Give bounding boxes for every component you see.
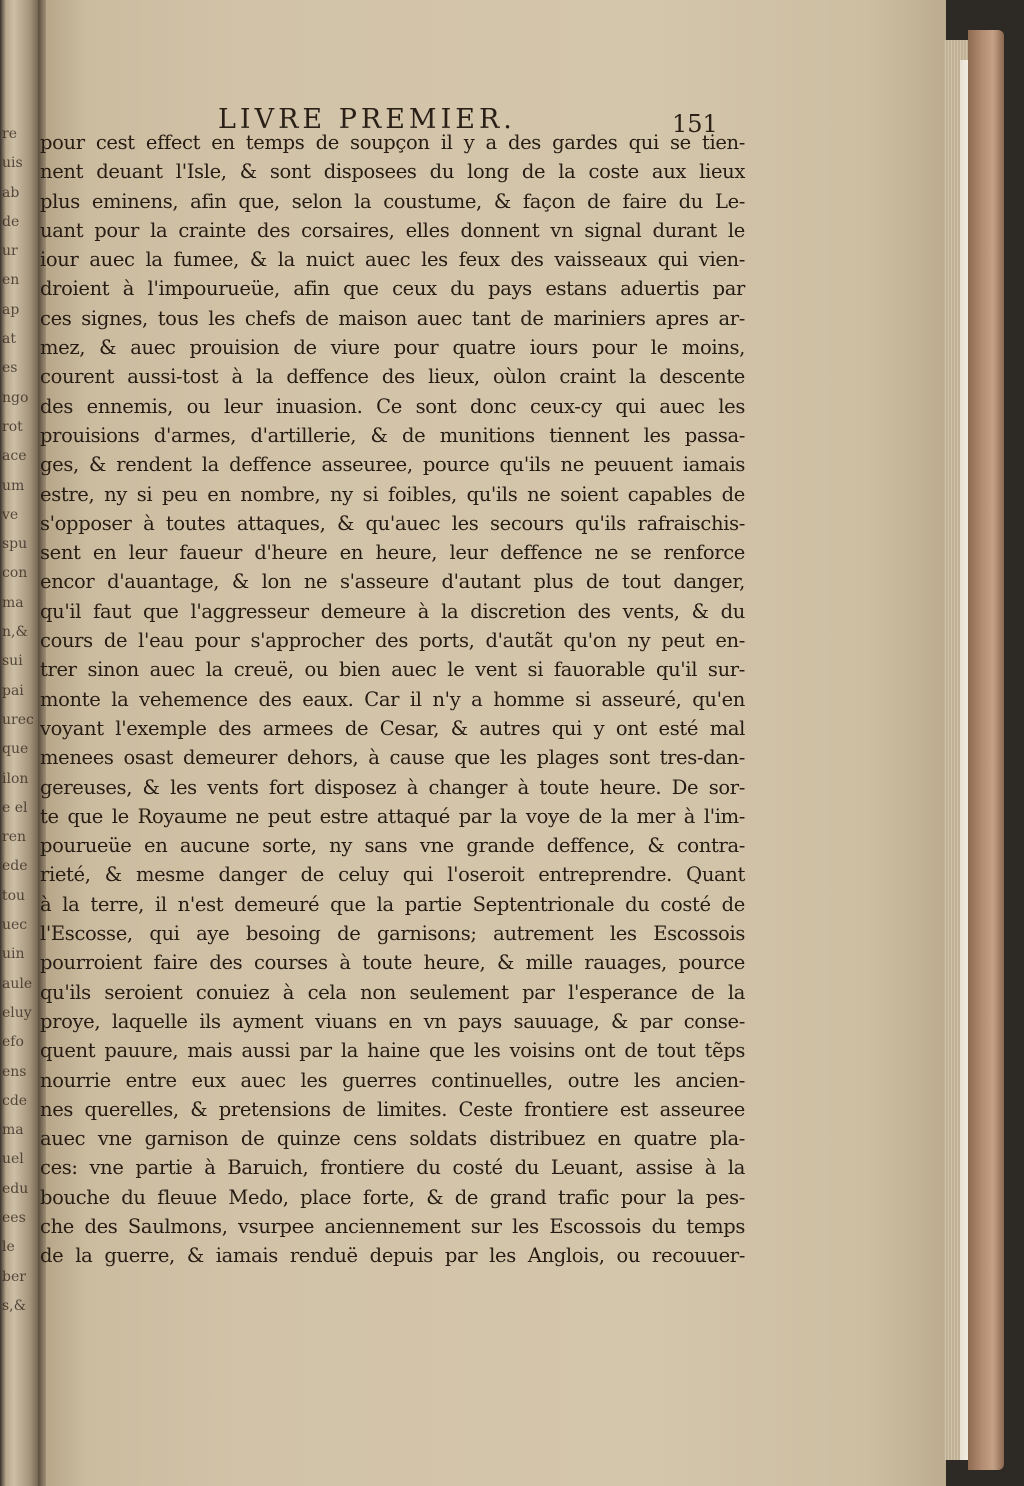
- text-line: ces signes, tous les chefs de maison auec tant de mariniers apres ar-: [40, 306, 745, 330]
- left-page-fragment: edu: [2, 1180, 29, 1197]
- binding-board: [968, 30, 1004, 1470]
- left-page-fragment: ab: [2, 184, 20, 201]
- left-page-fragment: cde: [2, 1092, 28, 1109]
- left-page-fragment: aule: [2, 975, 33, 992]
- text-line: des ennemis, ou leur inuasion. Ce sont donc ceux-cy qui auec les: [40, 394, 745, 418]
- left-page-fragment: ilon: [2, 770, 29, 787]
- text-line: à la terre, il n'est demeuré que la partie Septentrionale du costé de: [40, 892, 745, 916]
- left-page-fragment: con: [2, 565, 28, 582]
- left-page-fragment: e el: [2, 799, 28, 816]
- text-line: iour auec la fumee, & la nuict auec les feux des vaisseaux qui vien-: [40, 248, 745, 272]
- text-line: nent deuant l'Isle, & sont disposees du long de la coste aux lieux: [40, 160, 745, 184]
- text-line: uant pour la crainte des corsaires, elles donnent vn signal durant le: [40, 218, 745, 242]
- text-line: monte la vehemence des eaux. Car il n'y a homme si asseuré, qu'en: [40, 687, 745, 711]
- text-line: bouche du fleuue Medo, place forte, & de grand trafic pour la pes-: [40, 1185, 745, 1209]
- left-page-fragment: re: [2, 126, 17, 142]
- text-line: nes querelles, & pretensions de limites. Ceste frontiere est asseuree: [40, 1097, 745, 1121]
- text-line: estre, ny si peu en nombre, ny si foibles, qu'ils ne soient capables de: [40, 482, 745, 506]
- left-page-fragment: ve: [2, 506, 19, 523]
- left-page-fragment: ngo: [2, 389, 29, 406]
- text-line: de la guerre, & iamais renduë depuis par les Anglois, ou recouuer-: [40, 1244, 745, 1268]
- left-page-fragment: que: [2, 741, 29, 758]
- text-line: gereuses, & les vents fort disposez à changer à toute heure. De sor-: [40, 775, 745, 799]
- left-page-fragment: es: [2, 360, 18, 377]
- left-page-fragment: sui: [2, 653, 23, 670]
- left-page-fragment: le: [2, 1239, 15, 1256]
- left-page-fragment: ur: [2, 243, 18, 260]
- page-number: 151: [672, 110, 718, 138]
- text-line: qu'ils seroient conuiez à cela non seulement par l'esperance de la: [40, 980, 745, 1004]
- text-line: qu'il faut que l'aggresseur demeure à la discretion des vents, & du: [40, 599, 745, 623]
- running-title: LIVRE PREMIER.: [218, 104, 516, 135]
- text-line: ces: vne partie à Baruich, frontiere du costé du Leuant, assise à la: [40, 1156, 745, 1180]
- text-line: droient à l'impourueüe, afin que ceux du pays estans aduertis par: [40, 277, 745, 301]
- left-page-fragment: s,&: [2, 1297, 27, 1314]
- text-line: courent aussi-tost à la deffence des lieux, oùlon craint la descente: [40, 365, 745, 389]
- left-page-fragment: ber: [2, 1268, 26, 1285]
- text-line: sent en leur faueur d'heure en heure, leur deffence ne se renforce: [40, 541, 745, 565]
- left-page-fragment: ren: [2, 829, 26, 846]
- left-page-fragment: eluy: [2, 1004, 32, 1021]
- left-page-fragment: um: [2, 477, 25, 494]
- text-line: plus eminens, afin que, selon la coustume, & façon de faire du Le-: [40, 189, 745, 213]
- text-line: ges, & rendent la deffence asseuree, pource qu'ils ne peuuent iamais: [40, 453, 745, 477]
- left-page-fragment: ede: [2, 858, 28, 875]
- text-line: nourrie entre eux auec les guerres continuelles, outre les ancien-: [40, 1068, 745, 1092]
- text-line: auec vne garnison de quinze cens soldats distribuez en quatre pla-: [40, 1127, 745, 1151]
- text-line: proye, laquelle ils ayment viuans en vn pays sauuage, & par conse-: [40, 1009, 745, 1033]
- left-page-fragment: de: [2, 213, 20, 230]
- text-line: voyant l'exemple des armees de Cesar, & autres qui y ont esté mal: [40, 716, 745, 740]
- left-page-fragment: ens: [2, 1063, 27, 1080]
- text-line: rieté, & mesme danger de celuy qui l'oseroit entreprendre. Quant: [40, 863, 745, 887]
- left-page-fragment: ap: [2, 301, 20, 318]
- body-text: [40, 128, 745, 1271]
- text-line: trer sinon auec la creuë, ou bien auec le vent si fauorable qu'il sur-: [40, 658, 745, 682]
- left-page-fragment: uis: [2, 155, 23, 172]
- text-line: pourueüe en aucune sorte, ny sans vne grande deffence, & contra-: [40, 834, 745, 858]
- text-line: prouisions d'armes, d'artillerie, & de munitions tiennent les passa-: [40, 423, 745, 447]
- left-page-fragments: [2, 120, 36, 1314]
- text-line: mez, & auec prouision de viure pour quatre iours pour le moins,: [40, 336, 745, 360]
- text-line: pourroient faire des courses à toute heure, & mille rauages, pource: [40, 951, 745, 975]
- left-page-fragment: rot: [2, 418, 23, 435]
- left-page-fragment: spu: [2, 536, 28, 553]
- text-line: te que le Royaume ne peut estre attaqué par la voye de la mer à l'im-: [40, 804, 745, 828]
- left-page-fragment: at: [2, 331, 16, 348]
- text-line: l'Escosse, qui aye besoing de garnisons; autrement les Escossois: [40, 922, 745, 946]
- left-page-fragment: n,&: [2, 624, 28, 641]
- text-line: quent pauure, mais aussi par la haine que les voisins ont de tout tẽps: [40, 1039, 745, 1063]
- left-page-fragment: uin: [2, 946, 25, 963]
- left-page-fragment: uec: [2, 917, 28, 934]
- text-line: che des Saulmons, vsurpee anciennement sur les Escossois du temps: [40, 1214, 745, 1238]
- left-page-fragment: efo: [2, 1034, 24, 1051]
- text-line: pour cest effect en temps de soupçon il y a des gardes qui se tien-: [40, 131, 745, 154]
- text-line: menees osast demeurer dehors, à cause que les plages sont tres-dan-: [40, 746, 745, 770]
- left-page-fragment: ace: [2, 448, 27, 465]
- text-line: s'opposer à toutes attaques, & qu'auec les secours qu'ils rafraischis-: [40, 511, 745, 535]
- left-page-fragment: ma: [2, 1122, 24, 1139]
- left-page-fragment: ees: [2, 1209, 26, 1226]
- left-page-fragment: uel: [2, 1151, 24, 1168]
- text-line: cours de l'eau pour s'approcher des ports, d'autãt qu'on ny peut en-: [40, 629, 745, 653]
- left-page-fragment: tou: [2, 887, 26, 904]
- text-line: encor d'auantage, & lon ne s'asseure d'autant plus de tout danger,: [40, 570, 745, 594]
- left-page-fragment: ma: [2, 594, 24, 611]
- left-page-fragment: urec: [2, 711, 34, 728]
- left-page-fragment: en: [2, 272, 20, 289]
- left-page-fragment: pai: [2, 682, 24, 699]
